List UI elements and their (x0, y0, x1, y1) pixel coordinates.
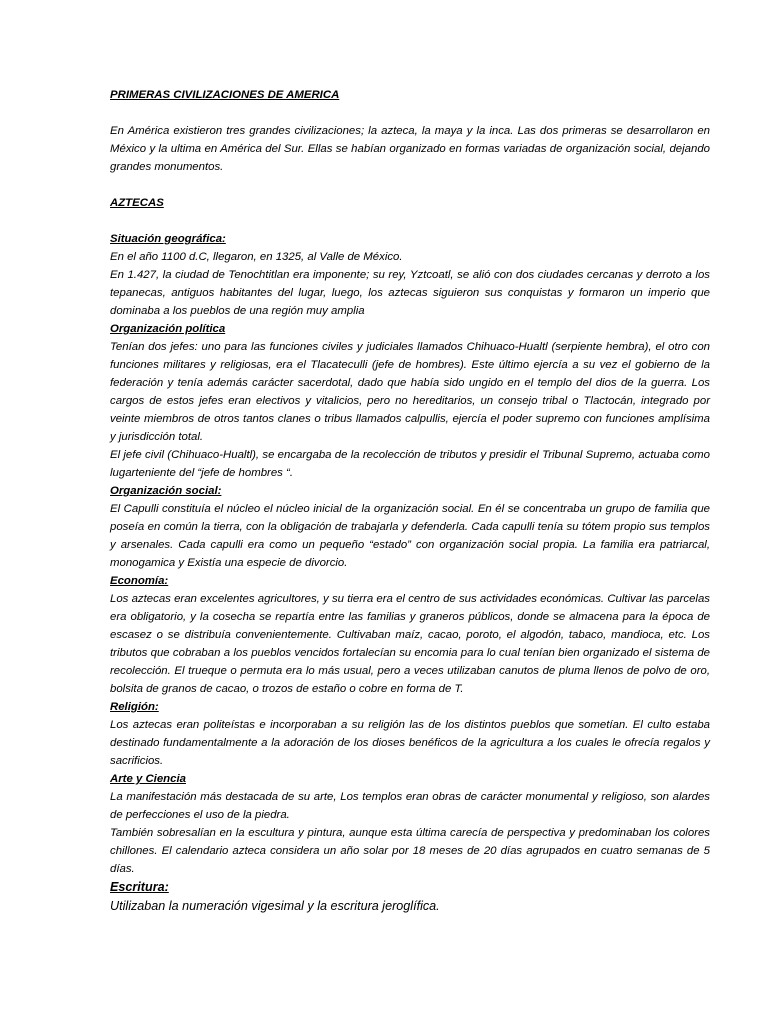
heading-economia: Economía: (110, 575, 169, 587)
heading-arte: Arte y Ciencia (110, 773, 186, 785)
politica-paragraph-2: El jefe civil (Chihuaco-Hualtl), se encargaba de la recolección de tributos y presidir el Tribunal Supremo, actuaba como lugarteniente del “jefe de hombres “. (110, 449, 710, 479)
document-title: PRIMERAS CIVILIZACIONES DE AMERICA (110, 89, 340, 101)
heading-situacion: Situación geográfica: (110, 233, 226, 245)
intro-paragraph: En América existieron tres grandes civilizaciones; la azteca, la maya y la inca. Las dos primeras se desarrollaron en México y la ultima en América del Sur. Ellas se habían organizado en formas variadas de organización social, dejando grandes monumentos. (110, 125, 710, 173)
escritura-paragraph-1: Utilizaban la numeración vigesimal y la escritura jeroglífica. (110, 899, 440, 913)
heading-religion: Religión: (110, 701, 159, 713)
religion-paragraph-1: Los aztecas eran politeístas e incorporaban a su religión las de los distintos pueblos que sometían. El culto estaba destinado fundamentalmente a la adoración de los dioses benéficos de la agricultura a los cuales le ofrecía regalos y sacrificios. (110, 719, 710, 767)
document-body (110, 86, 710, 916)
situacion-paragraph-2: En 1.427, la ciudad de Tenochtitlan era imponente; su rey, Yztcoatl, se alió con dos ciudades cercanas y derroto a los tepanecas, antiguos habitantes del lugar, luego, los aztecas siguieron sus conquistas y formaron un imperio que dominaba a los pueblos de una región muy amplia (110, 269, 710, 317)
heading-politica: Organización política (110, 323, 226, 335)
arte-paragraph-1: La manifestación más destacada de su arte, Los templos eran obras de carácter monumental y religioso, son alardes de perfecciones el uso de la piedra. (110, 791, 710, 821)
situacion-paragraph-1: En el año 1100 d.C, llegaron, en 1325, al Valle de México. (110, 251, 403, 263)
section-heading-aztecas: AZTECAS (110, 197, 164, 209)
politica-paragraph-1: Tenían dos jefes: uno para las funciones civiles y judiciales llamados Chihuaco-Hualtl (serpiente hembra), el otro con funciones militares y religiosas, era el Tlacateculli (jefe de hombres). Este último ejercía a su vez el gobierno de la federación y tenía además carácter sacerdotal, dado que había sido ungido en el templo del dios de la guerra. Los cargos de estos jefes eran electivos y vitalicios, pero no hereditarios, un consejo tribal o Tlactocán, integrado por veinte miembros de otros tantos clanes o tribus llamados calpullis, ejercía el poder supremo con funciones amplísima y jurisdicción total. (110, 341, 710, 443)
heading-social: Organización social: (110, 485, 222, 497)
economia-paragraph-1: Los aztecas eran excelentes agricultores, y su tierra era el centro de sus actividades económicas. Cultivar las parcelas era obligatorio, y la cosecha se repartía entre las familias y graneros públicos, donde se almacena para la época de escasez o se distribuía convenientemente. Cultivaban maíz, cacao, poroto, el algodón, tabaco, mandioca, etc. Los tributos que cobraban a los pueblos vencidos fortalecían su encomia para lo cual tenían bien organizado el sistema de recolección. El trueque o permuta era lo más usual, pero a veces utilizaban canutos de pluma llenos de polvo de oro, bolsita de granos de cacao, o trozos de estaño o cobre en forma de T. (110, 593, 710, 695)
heading-escritura: Escritura: (110, 880, 169, 894)
arte-paragraph-2: También sobresalían en la escultura y pintura, aunque esta última carecía de perspectiva y predominaban los colores chillones. El calendario azteca considera un año solar por 18 meses de 20 días agrupados en cuatro semanas de 5 días. (110, 827, 710, 875)
social-paragraph-1: El Capulli constituía el núcleo el núcleo inicial de la organización social. En él se concentraba un grupo de familia que poseía en común la tierra, con la obligación de trabajarla y defenderla. Cada capulli tenía su tótem propio sus templos y arsenales. Cada capulli era como un pequeño “estado” con organización social propia. La familia era patriarcal, monogamica y Existía una especie de divorcio. (110, 503, 710, 569)
